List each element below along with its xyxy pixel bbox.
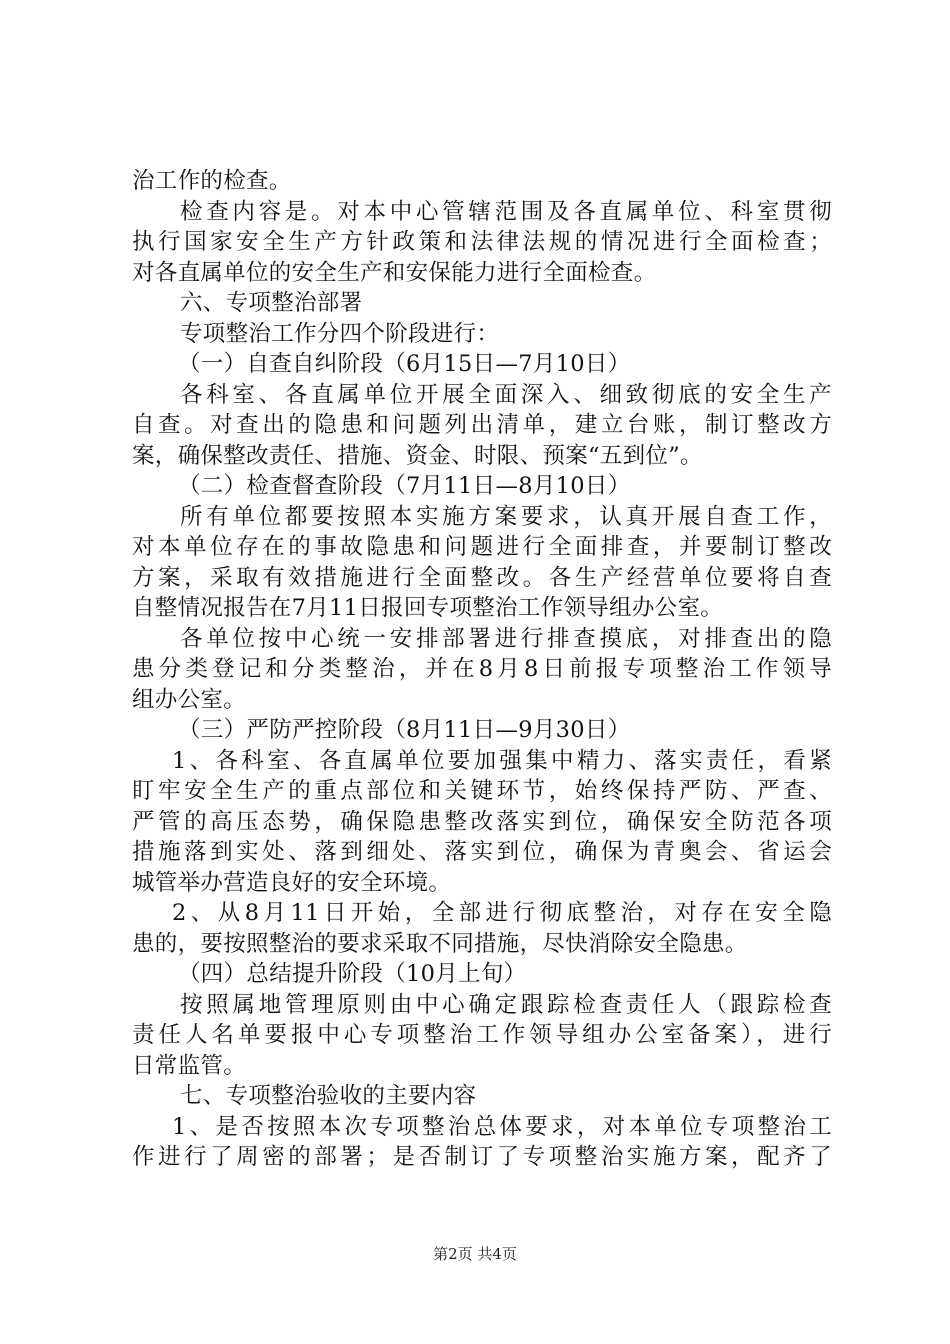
paragraph-line: 各单位按中心统一安排部署进行排查摸底，对排查出的隐: [180, 625, 832, 652]
paragraph-line: 专项整治工作分四个阶段进行：: [180, 320, 500, 347]
page-number-footer: 第2页 共4页: [433, 1245, 517, 1263]
paragraph-line: 责任人名单要报中心专项整治工作领导组办公室备案），进行: [132, 1022, 832, 1048]
paragraph-line: 对各直属单位的安全生产和安保能力进行全面检查。: [132, 259, 657, 286]
paragraph-line: 患分类登记和分类整治，并在8月8日前报专项整治工作领导: [132, 656, 832, 682]
paragraph-line: 作进行了周密的部署；是否制订了专项整治实施方案，配齐了: [132, 1144, 832, 1170]
subsection-heading: （二）检查督查阶段（7月11日—8月10日）: [178, 473, 631, 499]
paragraph-line: 自整情况报告在7月11日报回专项整治工作领导组办公室。: [132, 595, 724, 621]
paragraph-line: 各科室、各直属单位开展全面深入、细致彻底的安全生产: [180, 381, 832, 408]
paragraph-line: 对本单位存在的事故隐患和问题进行全面排查，并要制订整改: [132, 534, 832, 560]
section-heading: 七、专项整治验收的主要内容: [180, 1083, 477, 1109]
paragraph-line: 1、是否按照本次专项整治总体要求，对本单位专项整治工: [172, 1113, 832, 1140]
paragraph-line: 患的，要按照整治的要求采取不同措施，尽快消除安全隐患。: [132, 930, 748, 957]
paragraph-line: 2、从8月11日开始，全部进行彻底整治，对存在安全隐: [172, 900, 832, 926]
paragraph-line: 自查。对查出的隐患和问题列出清单，建立台账，制订整改方: [132, 412, 832, 438]
paragraph-line: 日常监管。: [132, 1052, 247, 1079]
paragraph-line: 方案，采取有效措施进行全面整改。各生产经营单位要将自查: [132, 564, 832, 591]
paragraph-line: 城管举办营造良好的安全环境。: [132, 869, 452, 896]
paragraph-line: 检查内容是。对本中心管辖范围及各直属单位、科室贯彻: [180, 198, 832, 225]
subsection-heading: （三）严防严控阶段（8月11日—9月30日）: [178, 717, 631, 743]
paragraph-line: 盯牢安全生产的重点部位和关键环节，始终保持严防、严查、: [132, 778, 832, 804]
paragraph-line: 按照属地管理原则由中心确定跟踪检查责任人（跟踪检查: [180, 991, 832, 1018]
paragraph-line: 1、各科室、各直属单位要加强集中精力、落实责任，看紧: [172, 747, 832, 774]
paragraph-line: 所有单位都要按照本实施方案要求，认真开展自查工作，: [180, 503, 832, 530]
paragraph-line: 治工作的检查。: [132, 168, 292, 194]
section-heading: 六、专项整治部署: [180, 290, 363, 316]
paragraph-line: 严管的高压态势，确保隐患整改落实到位，确保安全防范各项: [132, 808, 832, 835]
paragraph-line: 组办公室。: [132, 686, 247, 713]
paragraph-line: 案，确保整改责任、措施、资金、时限、预案“五到位”。: [132, 442, 703, 469]
subsection-heading: （四）总结提升阶段（10月上旬）: [178, 961, 527, 987]
document-body: [132, 166, 832, 1173]
paragraph-line: 执行国家安全生产方针政策和法律法规的情况进行全面检查；: [132, 229, 832, 255]
subsection-heading: （一）自查自纠阶段（6月15日—7月10日）: [178, 351, 631, 377]
paragraph-line: 措施落到实处、落到细处、落实到位，确保为青奥会、省运会: [132, 839, 832, 865]
